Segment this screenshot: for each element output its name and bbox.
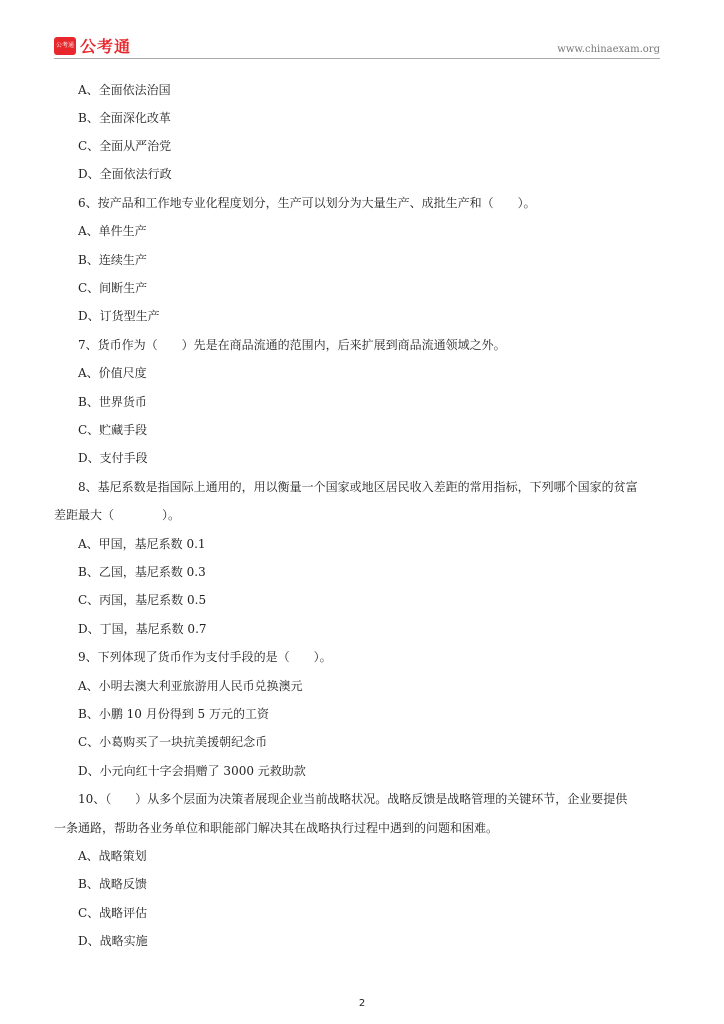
site-logo [54,34,131,57]
question-8-cont: 差距最大（ ）。 [54,508,181,522]
option-c: C、间断生产 [78,281,148,295]
option-c: C、贮藏手段 [78,423,148,437]
option-d: D、小元向红十字会捐赠了 3000 元救助款 [78,764,306,778]
question-9: 9、下列体现了货币作为支付手段的是（ ）。 [78,650,332,664]
option-b: B、全面深化改革 [78,111,171,125]
option-b: B、小鹏 10 月份得到 5 万元的工资 [78,707,269,721]
question-10: 10、（ ）从多个层面为决策者展现企业当前战略状况。战略反馈是战略管理的关键环节，企业要提供 [78,792,628,806]
page-number: 2 [358,998,366,1009]
question-10-cont: 一条通路，帮助各业务单位和职能部门解决其在战略执行过程中遇到的问题和困难。 [54,821,499,835]
header-divider [54,58,660,59]
option-a: A、甲国，基尼系数 0.1 [78,537,206,551]
option-a: A、单件生产 [78,224,147,238]
option-d: D、丁国，基尼系数 0.7 [78,622,207,636]
option-b: B、乙国，基尼系数 0.3 [78,565,206,579]
logo-text: 公考通 [80,37,132,56]
option-a: A、价值尺度 [78,366,147,380]
option-b: B、战略反馈 [78,877,147,891]
option-a: A、全面依法治国 [78,83,171,97]
option-d: D、战略实施 [78,934,148,948]
option-c: C、全面从严治党 [78,139,172,153]
logo-badge: 公考通 [54,37,76,55]
option-c: C、小葛购买了一块抗美援朝纪念币 [78,735,268,749]
page-header [0,0,724,62]
option-d: D、订货型生产 [78,309,160,323]
option-c: C、战略评估 [78,906,148,920]
option-d: D、支付手段 [78,451,148,465]
option-b: B、连续生产 [78,253,147,267]
question-6: 6、按产品和工作地专业化程度划分，生产可以划分为大量生产、成批生产和（ ）。 [78,196,536,210]
option-d: D、全面依法行政 [78,167,172,181]
question-8: 8、基尼系数是指国际上通用的，用以衡量一个国家或地区居民收入差距的常用指标，下列哪个国家的贫富 [78,480,638,494]
option-a: A、战略策划 [78,849,147,863]
option-b: B、世界货币 [78,395,147,409]
option-c: C、丙国，基尼系数 0.5 [78,593,207,607]
site-url: www.chinaexam.org [557,44,660,55]
question-7: 7、货币作为（ ）先是在商品流通的范围内，后来扩展到商品流通领域之外。 [78,338,506,352]
option-a: A、小明去澳大利亚旅游用人民币兑换澳元 [78,679,303,693]
